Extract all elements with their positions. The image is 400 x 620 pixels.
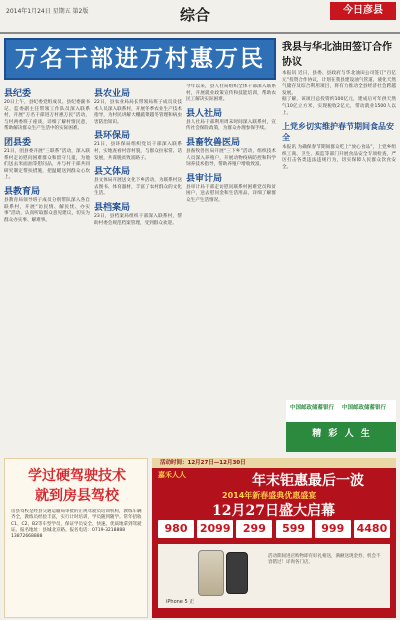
bank-logo-text: 中国邮政储蓄银行 xyxy=(342,405,387,411)
ad-topbar: 活动时间：12月27日—12月30日 xyxy=(152,458,396,468)
ad-headline: 就到房县驾校 xyxy=(35,488,119,504)
bank-slogan: 精 彩 人 生 xyxy=(312,429,372,439)
column-2 xyxy=(94,84,182,454)
ad-body: 房县驾校是经县交通运输局审批的正规驾驶员培训机构，教练车辆齐全，教练员经验丰富，实行计时培训，学员随到随学。常年招收C1、C2、B2等车型学员，保证学员安全、快速、优质地拿到驾驶证。报名地址：县城北京路。报名电话：0719-3218888 13872668888 xyxy=(11,509,142,540)
paragraph: 今年以来，县人社局组织全体干部深入联系村，开展就业政策宣传和技能培训，帮助农民工解决实际困难。 xyxy=(186,84,276,103)
bank-ad xyxy=(286,400,396,452)
paragraph: 据了解，该项目总投资约100亿元，建成后可年供天然气10亿立方米，实现税收2亿元，带动就业1500人以上。 xyxy=(282,97,396,116)
paragraph: 县畜牧兽医局开展“三下乡”活动，组织技术人员深入养殖户，开展动物疫病防控和科学饲养技术指导，帮助养殖户增收致富。 xyxy=(186,148,276,168)
price-tag: 2099 xyxy=(197,520,233,538)
paragraph: 本报讯 近日，县委、县政府与华北油田公司签订“百亿元”投资合作协议，计划在我县建设油气管道、液化天然气储存及综合利用项目，将有力推动全县经济社会跨越发展。 xyxy=(282,71,396,96)
article-title: 上党乡切实维护春节期间食品安全 xyxy=(282,121,394,143)
subhead: 县纪委 xyxy=(4,89,32,99)
issue-date: 2014年1月24日 星期五 第2版 xyxy=(6,8,89,15)
column-3 xyxy=(186,84,276,454)
ad-headline: 年末钜惠最后一波 xyxy=(252,473,364,489)
section-title: 综合 xyxy=(180,6,211,24)
phone-image xyxy=(226,552,248,594)
price-tag: 299 xyxy=(236,520,272,538)
product-label: iPhone 5 正 xyxy=(166,599,195,605)
ad-description: 活动期间进店购物即有好礼相送，满额送现金券，机会不容错过！详询各门店。 xyxy=(268,554,381,566)
subhead: 县农业局 xyxy=(94,89,131,99)
subhead: 县文体局 xyxy=(94,167,131,178)
paragraph: 县审计局干部走访慰问联系村困难党员和贫困户，送去慰问金和生活用品，详细了解群众生产生活情况。 xyxy=(186,184,276,203)
subhead: 县教育局 xyxy=(4,186,41,197)
ad-headline: 学过硬驾驶技术 xyxy=(28,468,126,484)
price-row xyxy=(158,520,390,538)
price-tag: 599 xyxy=(276,520,312,538)
paragraph: 20日上午，县纪委党组成员、县纪委副书记、监委副主任带领工作队员深入联系村，开展“万名干部进万村惠万民”活动，与村两委班子座谈，详细了解村情民意，帮助解决群众生产生活中的实际困难。 xyxy=(4,100,90,132)
masthead-logo: 今日彦县 xyxy=(330,2,396,20)
ad-brand: 嘉禾人人 xyxy=(158,471,186,479)
ad-subheadline: 2014年新春盛典优惠盛宴 xyxy=(222,491,317,500)
right-column xyxy=(282,38,396,454)
paragraph: 21日，团县委开展“三联系”活动，深入联系村走访慰问困难群众和留守儿童，为他们送去米面油等慰问品，并与村干部共同研究制定帮扶措施，把温暖送到群众心坎上。 xyxy=(4,148,90,181)
subhead: 县畜牧兽医局 xyxy=(186,137,241,148)
price-tag: 4480 xyxy=(354,520,390,538)
paragraph: 本报讯 为确保春节期间群众吃上“放心食品”，上党乡组织工商、卫生、质监等部门开展食品安全专项检查，严厉打击各类违法违规行为，切实保障人民群众饮食安全。 xyxy=(282,145,396,170)
subhead: 县环保局 xyxy=(94,131,131,142)
product-panel xyxy=(158,544,390,608)
headline-banner xyxy=(4,38,276,80)
paragraph: 22日，县农业局局长带领局班子成员及技术人员深入联系村，开展冬季农业生产技术指导，为村民讲解大棚蔬菜越冬管理和病虫害防治知识。 xyxy=(94,100,182,125)
mall-ad xyxy=(152,458,396,618)
subhead: 县审计局 xyxy=(186,173,223,184)
paragraph: 21日，县环保局组织党员干部深入联系村，实地查看村容村貌，与群众拉家常、话发展，共谋脱贫致富路子。 xyxy=(94,142,182,161)
column-1 xyxy=(4,84,90,454)
subhead: 县档案局 xyxy=(94,202,131,213)
paragraph: 县人社局干部利用周末时间深入联系村，宣传社会保险政策，为群众办理参保手续。 xyxy=(186,119,276,132)
paragraph: 23日，县档案局组织干部深入联系村，帮助村委会规范档案管理，受到群众欢迎。 xyxy=(94,213,182,226)
article-title: 我县与华北油田签订合作协议 xyxy=(282,42,392,68)
ad-headline: 12月27日盛大启幕 xyxy=(212,503,335,519)
bank-logo-text: 中国邮政储蓄银行 xyxy=(290,405,335,411)
subhead: 团县委 xyxy=(4,137,32,148)
paragraph: 县文体局开展送文化下乡活动，为联系村送去图书、体育器材，丰富了农村群众的文化生活。 xyxy=(94,178,182,197)
price-tag: 980 xyxy=(158,520,194,538)
page-header xyxy=(0,0,400,34)
banner-headline: 万名干部进万村惠万民 xyxy=(15,45,265,72)
price-tag: 999 xyxy=(315,520,351,538)
phone-image xyxy=(198,550,224,596)
driving-school-ad xyxy=(4,458,148,618)
paragraph: 县教育局领导班子成员分别带队深入各自联系村，开展“访民情、解民忧、办实事”活动，认真听取群众意见建议，切实为群众办实事、解难事。 xyxy=(4,197,90,223)
subhead: 县人社局 xyxy=(186,108,223,119)
